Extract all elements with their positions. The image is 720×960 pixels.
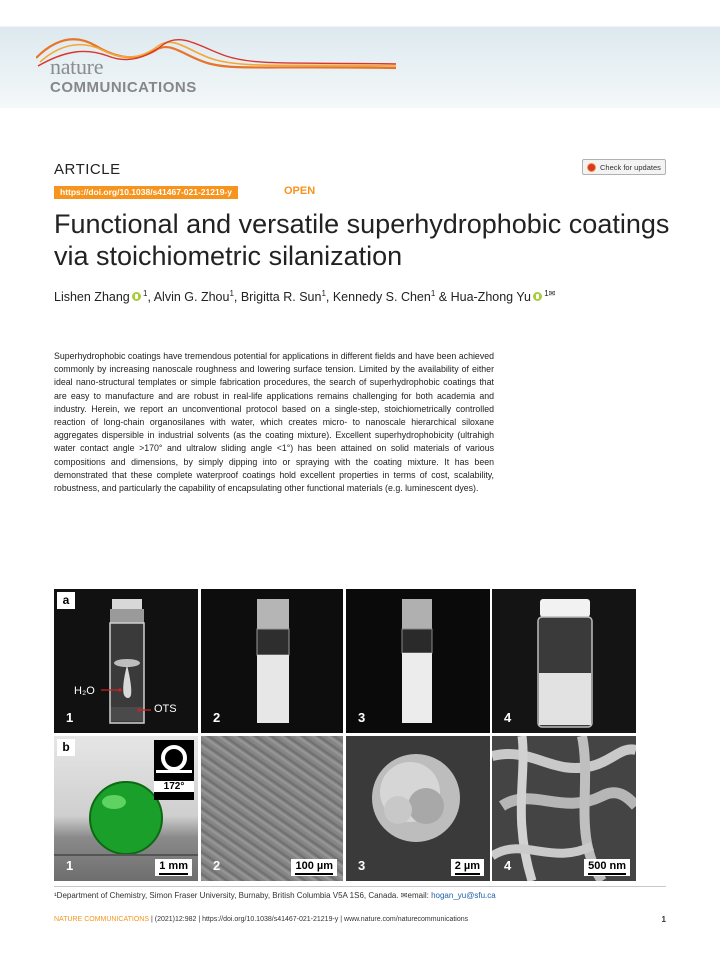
vial-milky-image bbox=[201, 589, 343, 733]
affiliation bbox=[54, 891, 496, 900]
author-separator: & bbox=[435, 290, 451, 305]
author-separator: , bbox=[147, 290, 154, 305]
scale-bar-label: 1 mm bbox=[159, 860, 188, 872]
scale-bar bbox=[451, 859, 484, 876]
affiliation-text: ¹Department of Chemistry, Simon Fraser University, Burnaby, British Columbia V5A 1S6, Canada. ✉email: bbox=[54, 891, 429, 900]
envelope-icon: ✉ bbox=[548, 289, 556, 298]
panel-number: 3 bbox=[358, 858, 366, 873]
doi-link[interactable]: https://doi.org/10.1038/s41467-021-21219-y bbox=[54, 186, 238, 199]
figure-panel-b2 bbox=[201, 736, 343, 881]
article-type: ARTICLE bbox=[54, 161, 121, 178]
panel-number: 1 bbox=[66, 858, 74, 873]
figure-1 bbox=[54, 589, 636, 881]
article-title: Functional and versatile superhydrophobic coatings via stoichiometric silanization bbox=[54, 209, 670, 271]
scale-bar-line bbox=[455, 873, 480, 875]
author-separator: , bbox=[325, 290, 333, 305]
author-affiliation-marker: 1 bbox=[140, 289, 148, 298]
figure-panel-b1 bbox=[54, 736, 198, 881]
panel-number: 2 bbox=[213, 858, 221, 873]
author-affiliation-marker: 1 bbox=[321, 289, 326, 298]
author-separator: , bbox=[233, 290, 241, 305]
author-affiliation-marker: 1 bbox=[430, 289, 436, 298]
jar-image bbox=[492, 589, 636, 733]
panel-number: 4 bbox=[504, 858, 512, 873]
author-name[interactable]: Lishen Zhang bbox=[54, 290, 130, 305]
scale-bar-line bbox=[295, 873, 333, 875]
panel-number: 2 bbox=[213, 710, 221, 725]
citation-text: | (2021)12:982 | https://doi.org/10.1038/s41467-021-21219-y | www.nature.com/naturecommunications bbox=[149, 916, 469, 923]
scale-bar-label: 100 µm bbox=[295, 860, 333, 872]
figure-panel-a2 bbox=[201, 589, 343, 733]
check-for-updates-button[interactable] bbox=[582, 159, 666, 175]
panel-letter-a: a bbox=[57, 592, 75, 609]
figure-panel-b3 bbox=[346, 736, 490, 881]
figure-panel-b4 bbox=[492, 736, 636, 881]
orcid-icon[interactable] bbox=[132, 292, 141, 301]
vial-milky-image bbox=[346, 589, 490, 733]
panel-letter-b: b bbox=[57, 739, 75, 756]
journal-name: nature bbox=[50, 54, 104, 79]
scale-bar bbox=[584, 859, 630, 876]
scale-bar-label: 500 nm bbox=[588, 860, 626, 872]
figure-panel-a4 bbox=[492, 589, 636, 733]
panel-number: 3 bbox=[358, 710, 366, 725]
h2o-label: H₂O bbox=[74, 685, 95, 697]
footer-divider bbox=[54, 886, 666, 887]
droplet-profile-icon bbox=[154, 740, 194, 780]
check-updates-icon bbox=[587, 163, 596, 172]
panel-number: 1 bbox=[66, 710, 74, 725]
scale-bar bbox=[155, 859, 192, 876]
email-link[interactable]: hogan_yu@sfu.ca bbox=[431, 891, 496, 900]
author-affiliation-marker: 1 bbox=[229, 289, 234, 298]
scale-bar-line bbox=[588, 873, 626, 875]
scale-bar-line bbox=[159, 873, 188, 875]
open-access-label: OPEN bbox=[284, 185, 316, 197]
panel-number: 4 bbox=[504, 710, 512, 725]
abstract: Superhydrophobic coatings have tremendous potential for applications in different fields and have been achieved commonly by increasing nanoscale roughness and lowering surface tension. Limited by the availability of either ideal nano-structural templates or simple fabrication procedures, the search of superhydrophobic coatings that are easy to manufacture and are robust in real-life applications remains challenging for both academia and industry. Herein, we report an unconventional protocol based on a single-step, stoichiometrically controlled reaction of long-chain organosilanes with water, which creates micro- to nanoscale hierarchical siloxane aggregates dispersible in industrial solvents (as the coating mixture). Excellent superhydrophobicity (ultrahigh water contact angle >170° and ultralow sliding angle <1°) has been attained on solid materials of various compositions and dimensions, by simply dipping into or spraying with the coating mixture. It has been demonstrated that these complete waterproof coatings hold excellent properties in terms of cost, scalability, robustness, and particularly the capability of encapsulating other functional materials (e.g. luminescent dyes). bbox=[54, 351, 494, 494]
author-affiliation-marker: 1 bbox=[541, 289, 549, 298]
journal-footer bbox=[54, 916, 468, 923]
scale-bar bbox=[291, 859, 337, 876]
author-name[interactable]: Brigitta R. Sun bbox=[240, 290, 322, 305]
figure-panel-a1 bbox=[54, 589, 198, 733]
scale-bar-label: 2 µm bbox=[454, 860, 480, 872]
journal-footer-name: NATURE COMMUNICATIONS bbox=[54, 916, 150, 923]
contact-angle-label: 172° bbox=[154, 781, 194, 792]
author-name[interactable]: Kennedy S. Chen bbox=[332, 290, 431, 305]
journal-banner bbox=[0, 0, 720, 108]
journal-name-subtitle: COMMUNICATIONS bbox=[50, 79, 197, 96]
check-updates-label: Check for updates bbox=[600, 162, 661, 172]
author-list bbox=[54, 286, 694, 305]
author-name[interactable]: Hua-Zhong Yu bbox=[450, 290, 531, 305]
page-number: 1 bbox=[661, 915, 666, 924]
author-name[interactable]: Alvin G. Zhou bbox=[153, 290, 230, 305]
figure-panel-a3 bbox=[346, 589, 490, 733]
ots-label: OTS bbox=[154, 703, 177, 715]
orcid-icon[interactable] bbox=[533, 292, 542, 301]
